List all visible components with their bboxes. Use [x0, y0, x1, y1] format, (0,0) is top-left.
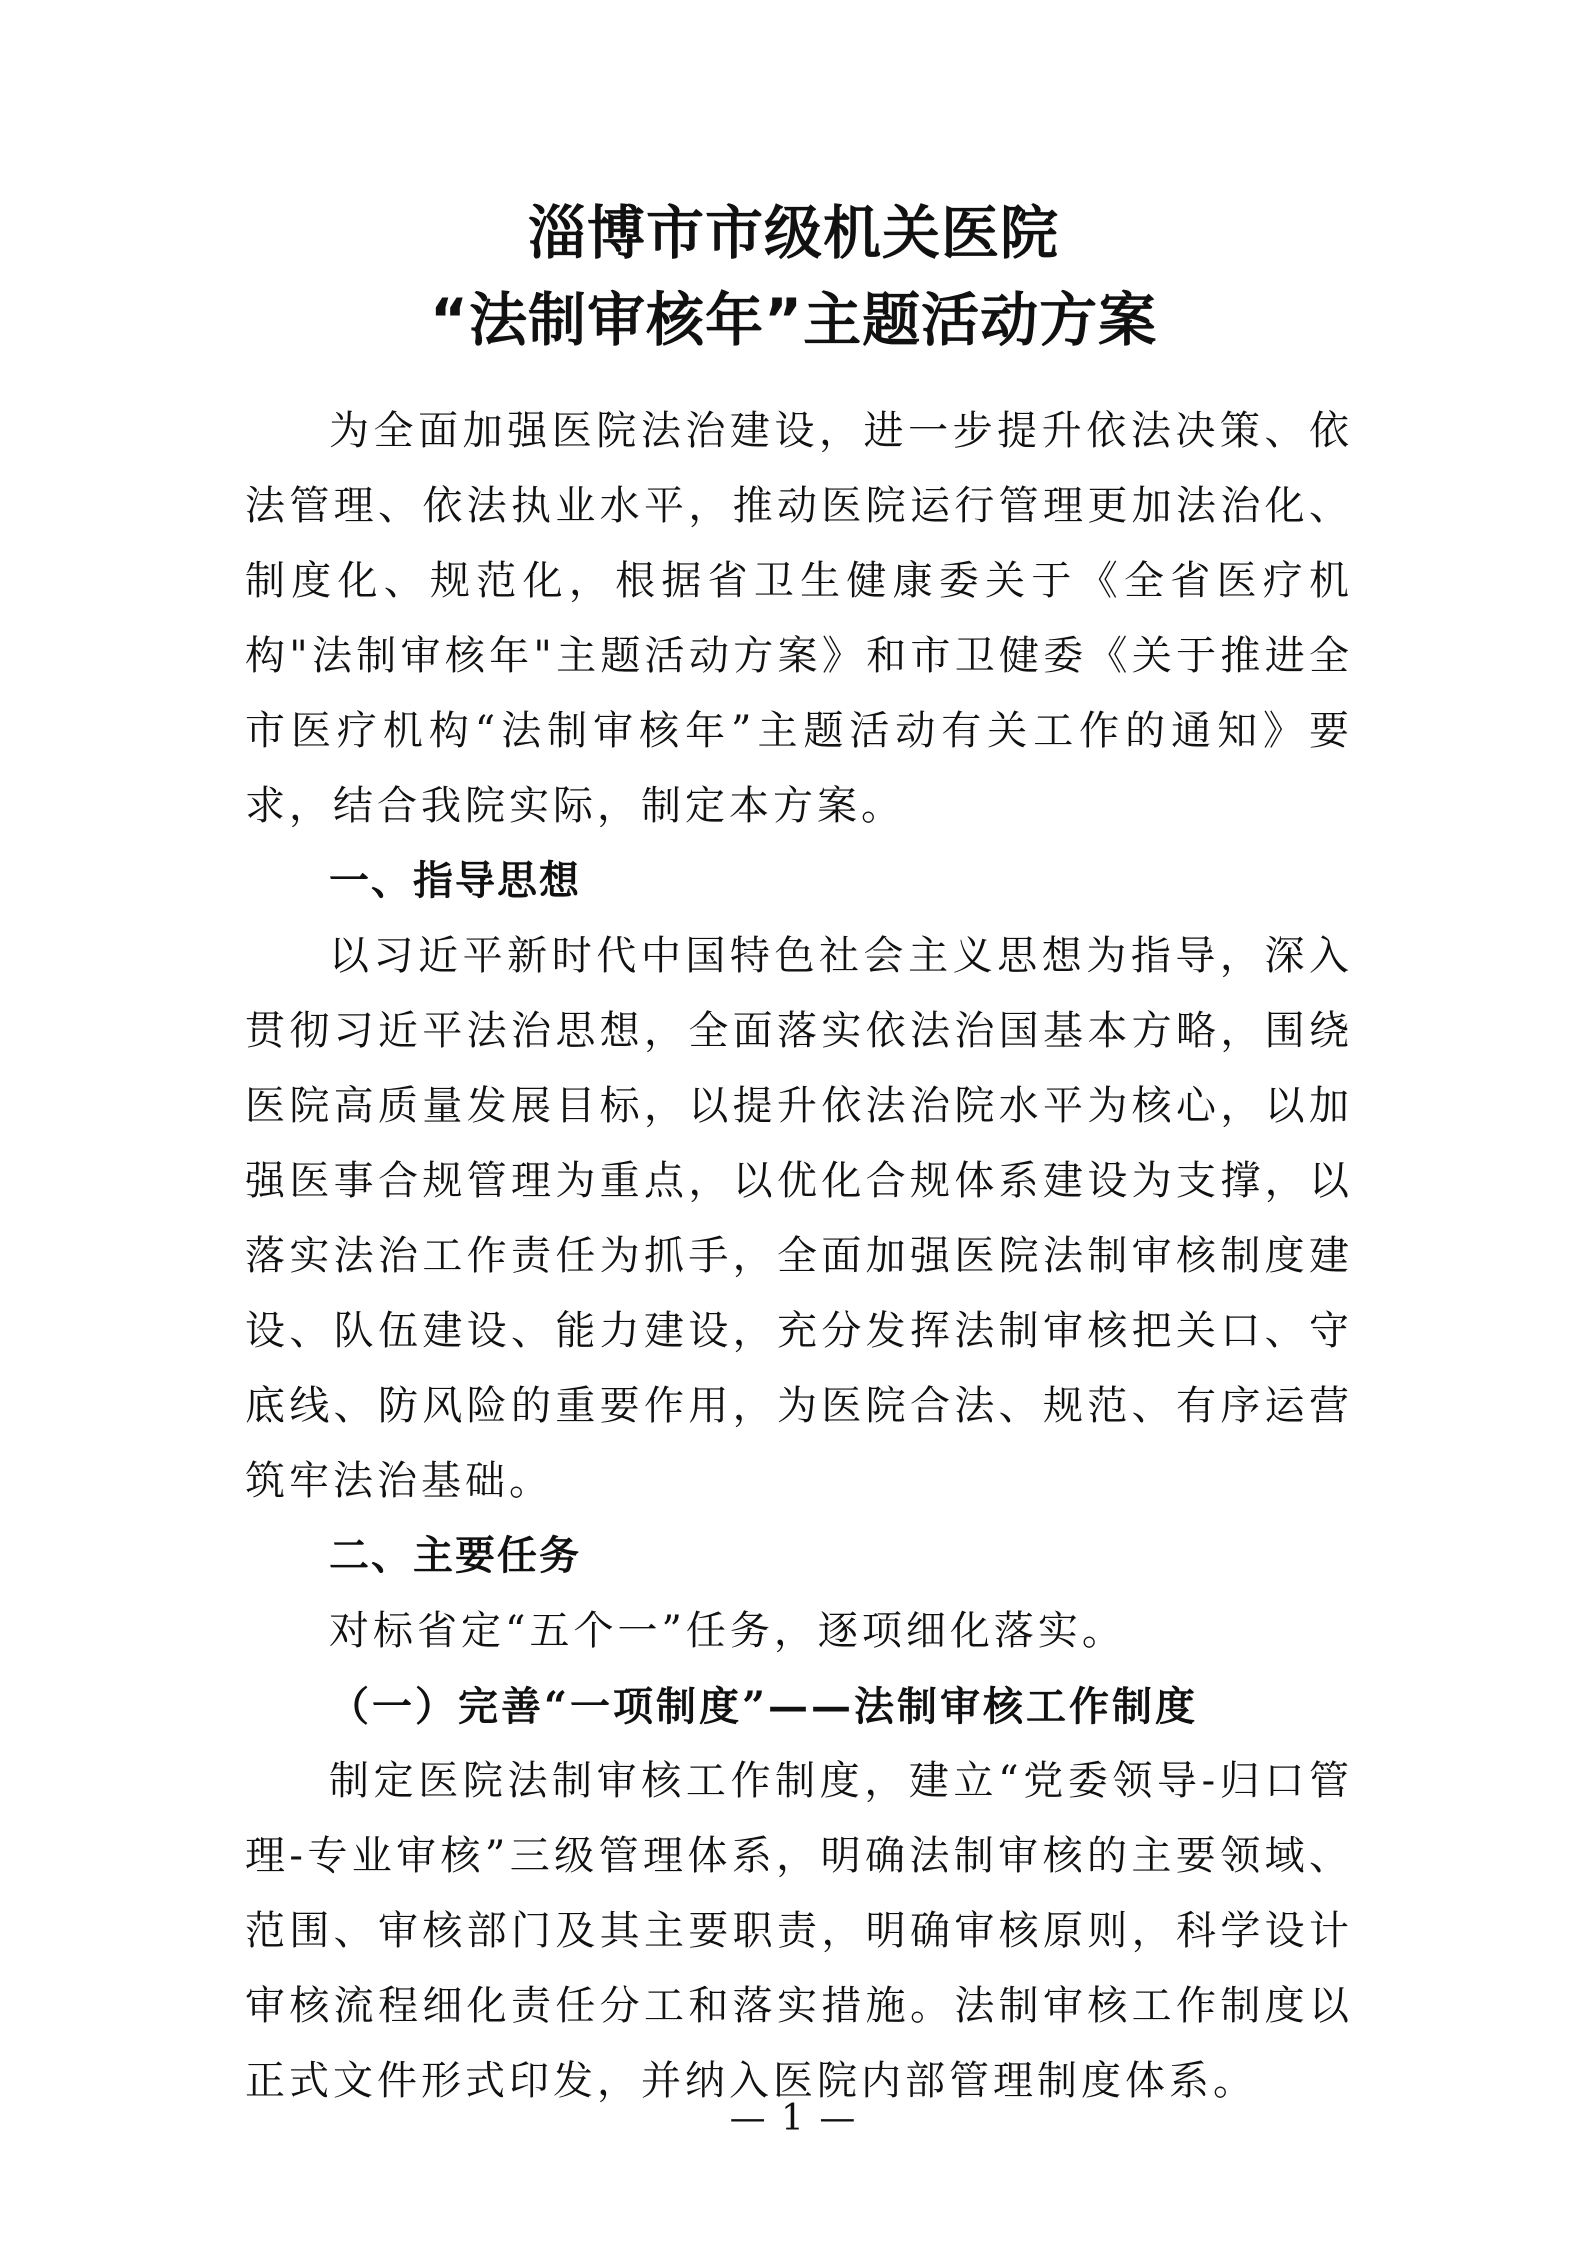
intro-paragraph: 为全面加强医院法治建设，进一步提升依法决策、依法管理、依法执业水平，推动医院运行管理更加法治化、制度化、规范化，根据省卫生健康委关于《全省医疗机构"法制审核年"主题活动方案》和市卫健委《关于推进全市医疗机构“法制审核年”主题活动有关工作的通知》要求，结合我院实际，制定本方案。: [245, 408, 1353, 829]
section-2-intro-paragraph: 对标省定“五个一”任务，逐项细化落实。: [329, 1608, 1126, 1654]
section-1-heading: 一、指导思想: [329, 858, 581, 904]
document-title-line-1: 淄博市市级机关医院: [527, 199, 1059, 267]
document-title-line-2: “法制审核年”主题活动方案: [429, 286, 1158, 354]
subsection-1-paragraph: 制定医院法制审核工作制度，建立“党委领导-归口管理-专业审核”三级管理体系，明确法制审核的主要领域、范围、审核部门及其主要职责，明确审核原则，科学设计审核流程细化责任分工和落实措施。法制审核工作制度以正式文件形式印发，并纳入医院内部管理制度体系。: [245, 1758, 1353, 2104]
section-2-heading: 二、主要任务: [329, 1533, 581, 1579]
document-body: [245, 394, 1353, 2119]
subsection-1-heading: （一）完善“一项制度”——法制审核工作制度: [329, 1683, 1199, 1730]
page-number: — 1 —: [729, 2098, 858, 2139]
section-1-paragraph: 以习近平新时代中国特色社会主义思想为指导，深入贯彻习近平法治思想，全面落实依法治国基本方略，围绕医院高质量发展目标，以提升依法治院水平为核心，以加强医事合规管理为重点，以优化合规体系建设为支撑，以落实法治工作责任为抓手，全面加强医院法制审核制度建设、队伍建设、能力建设，充分发挥法制审核把关口、守底线、防风险的重要作用，为医院合法、规范、有序运营筑牢法治基础。: [245, 933, 1353, 1504]
